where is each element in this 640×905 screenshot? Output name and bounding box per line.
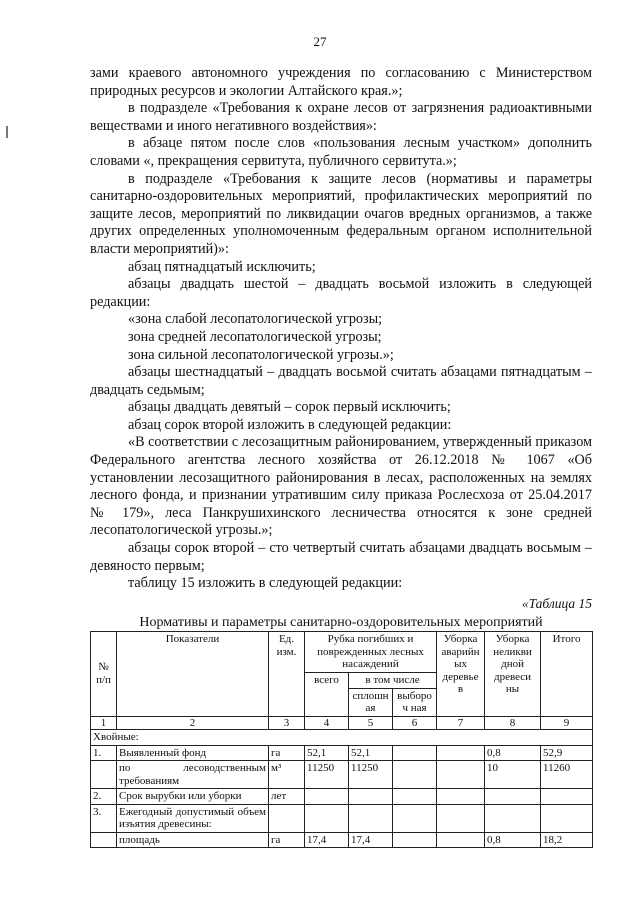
cell-name: по лесоводственным требованиям xyxy=(117,761,269,789)
col-number: 3 xyxy=(269,716,305,730)
table-title: Нормативы и параметры санитарно-оздоровительных мероприятий xyxy=(139,615,543,631)
cell-litter xyxy=(485,789,541,805)
cell-sum: 18,2 xyxy=(541,832,593,848)
cell-selective xyxy=(393,832,437,848)
cell-clear xyxy=(349,804,393,832)
cell-selective xyxy=(393,745,437,761)
cell-name: Выявленный фонд xyxy=(117,745,269,761)
paragraph: таблицу 15 изложить в следующей редакции: xyxy=(128,575,403,592)
cell-emergency xyxy=(437,745,485,761)
cell-unit: лет xyxy=(269,789,305,805)
paragraph: абзац пятнадцатый исключить; xyxy=(128,258,316,275)
header-total: всего xyxy=(305,673,349,717)
cell-emergency xyxy=(437,761,485,789)
cell-sum xyxy=(541,789,593,805)
cell-litter xyxy=(485,804,541,832)
cell-total xyxy=(305,804,349,832)
table-row xyxy=(91,789,593,805)
cell-sum xyxy=(541,804,593,832)
header-clear: сплошн ая xyxy=(349,688,393,716)
table-row xyxy=(91,761,593,789)
col-number: 6 xyxy=(393,716,437,730)
col-number: 1 xyxy=(91,716,117,730)
header-unit: Ед. изм. xyxy=(269,632,305,717)
cell-clear: 17,4 xyxy=(349,832,393,848)
cell-emergency xyxy=(437,832,485,848)
paragraph: абзац сорок второй изложить в следующей редакции: xyxy=(128,416,452,433)
col-number: 4 xyxy=(305,716,349,730)
scan-margin-mark xyxy=(6,126,8,138)
paragraph: «В соответствии с лесозащитным районированием, утвержденный приказом Федерального агентства лесного хозяйства от 26.12.2018 № 1067 «Об установлении лесозащитного районирования в лесах, расположенных на землях лесного фонда, и признании утратившим силу приказа Рослесхоза от 25.04.2017 № 179», леса Панкрушихинского лесничества относятся к зоне средней лесопатологической угрозы.»; xyxy=(90,434,592,539)
cell-sum: 11260 xyxy=(541,761,593,789)
table-reference: «Таблица 15 xyxy=(521,595,592,611)
cell-litter: 0,8 xyxy=(485,832,541,848)
paragraph: зона средней лесопатологической угрозы; xyxy=(128,328,382,345)
cell-num: 3. xyxy=(91,804,117,832)
cell-selective xyxy=(393,789,437,805)
cell-total: 52,1 xyxy=(305,745,349,761)
header-indicators: Показатели xyxy=(117,632,269,717)
cell-litter: 0,8 xyxy=(485,745,541,761)
paragraph: в абзаце пятом после слов «пользования лесным участком» дополнить словами «, прекращения сервитута, публичного сервитута.»; xyxy=(90,135,592,169)
cell-name: Срок вырубки или уборки xyxy=(117,789,269,805)
cell-unit: га xyxy=(269,832,305,848)
page-number: 27 xyxy=(313,34,327,49)
section-label: Хвойные: xyxy=(91,730,593,746)
cell-name: площадь xyxy=(117,832,269,848)
cell-unit xyxy=(269,804,305,832)
cell-total xyxy=(305,789,349,805)
paragraph: абзацы двадцать девятый – сорок первый исключить; xyxy=(128,399,451,416)
col-number: 7 xyxy=(437,716,485,730)
cell-emergency xyxy=(437,804,485,832)
cell-num: 1. xyxy=(91,745,117,761)
header-litter: Уборка неликви дной древеси ны xyxy=(485,632,541,717)
document-body xyxy=(90,65,592,632)
cell-litter: 10 xyxy=(485,761,541,789)
paragraph: абзацы сорок второй – сто четвертый считать абзацами двадцать восьмым – девяносто первым; xyxy=(90,540,592,574)
cell-num: 2. xyxy=(91,789,117,805)
header-including: в том числе xyxy=(349,673,437,689)
cell-total: 17,4 xyxy=(305,832,349,848)
cell-num xyxy=(91,761,117,789)
col-number: 2 xyxy=(117,716,269,730)
cell-unit: га xyxy=(269,745,305,761)
table-row xyxy=(91,832,593,848)
header-selective: выбороч ная xyxy=(393,688,437,716)
header-emergency: Уборка аварийн ых деревье в xyxy=(437,632,485,717)
col-number: 5 xyxy=(349,716,393,730)
paragraph: «зона слабой лесопатологической угрозы; xyxy=(128,311,383,328)
col-number: 9 xyxy=(541,716,593,730)
header-sum: Итого xyxy=(541,632,593,717)
paragraph: в подразделе «Требования к охране лесов от загрязнения радиоактивными веществами и иного негативного воздействия»: xyxy=(90,100,592,134)
paragraph: в подразделе «Требования к защите лесов (нормативы и параметры санитарно-оздоровительных мероприятий, профилактических мероприятий по защите лесов, мероприятий по ликвидации очагов вредных организмов, а также других определенных уполномоченным федеральным органом исполнительной власти мероприятий)»: xyxy=(90,170,592,257)
cell-num xyxy=(91,832,117,848)
cell-emergency xyxy=(437,789,485,805)
standards-table xyxy=(90,631,593,848)
cell-sum: 52,9 xyxy=(541,745,593,761)
header-num: № п/п xyxy=(91,632,117,717)
cell-unit: м³ xyxy=(269,761,305,789)
cell-name: Ежегодный допустимый объем изъятия древесины: xyxy=(117,804,269,832)
header-felling: Рубка погибших и поврежденных лесных насаждений xyxy=(305,632,437,673)
paragraph: зона сильной лесопатологической угрозы.»; xyxy=(128,346,394,363)
paragraph: абзацы шестнадцатый – двадцать восьмой считать абзацами пятнадцатым – двадцать седьмым; xyxy=(90,364,592,398)
cell-clear: 11250 xyxy=(349,761,393,789)
paragraph: абзацы двадцать шестой – двадцать восьмой изложить в следующей редакции: xyxy=(90,276,592,310)
cell-total: 11250 xyxy=(305,761,349,789)
cell-clear xyxy=(349,789,393,805)
cell-selective xyxy=(393,804,437,832)
cell-clear: 52,1 xyxy=(349,745,393,761)
paragraph: зами краевого автономного учреждения по согласованию с Министерством природных ресурсов и экологии Алтайского края.»; xyxy=(90,65,592,99)
cell-selective xyxy=(393,761,437,789)
table-row xyxy=(91,745,593,761)
col-number: 8 xyxy=(485,716,541,730)
table-row xyxy=(91,804,593,832)
